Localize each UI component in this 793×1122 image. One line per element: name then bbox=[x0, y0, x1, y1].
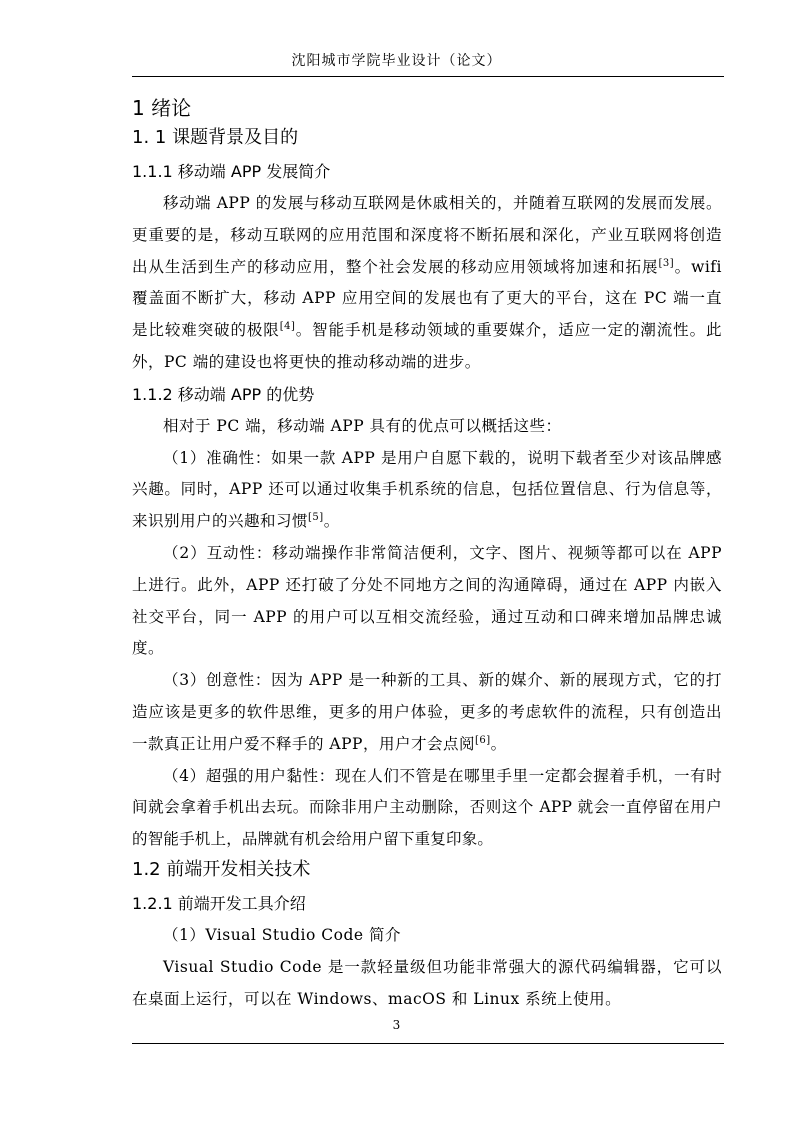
heading-section-1-2-1: 1.2.1 前端开发工具介绍 bbox=[132, 893, 306, 913]
page-body bbox=[132, 94, 722, 1015]
paragraph-accuracy bbox=[132, 443, 722, 538]
paragraph-interactivity: （2）互动性：移动端操作非常简洁便利，文字、图片、视频等都可以在 APP 上进行。此外，APP 还打破了分处不同地方之间的沟通障碍，通过在 APP 内嵌入社交平台，同一 APP 的用户可以互相交流经验，通过互动和口碑来增加品牌忠诚度。 bbox=[132, 543, 722, 658]
paragraph-advantages-intro: 相对于 PC 端，移动端 APP 具有的优点可以概括这些： bbox=[163, 416, 562, 435]
paragraph-text: 。 bbox=[490, 734, 507, 753]
heading-chapter-1: 1 绪论 bbox=[132, 96, 192, 120]
paragraph-vscode-description: Visual Studio Code 是一款轻量级但功能非常强大的源代码编辑器，它可以在桌面上运行，可以在 Windows、macOS 和 Linux 系统上使用。 bbox=[132, 957, 722, 1008]
paragraph-creativity bbox=[132, 665, 722, 760]
citation-ref: [3] bbox=[658, 257, 675, 269]
citation-ref: [4] bbox=[279, 321, 296, 333]
header-rule bbox=[132, 76, 724, 77]
paragraph-text: 。智能手机是移动领域的重要媒介，适应一定的潮流性。此外，PC 端的建设也将更快的推动移动端的进步。 bbox=[132, 321, 722, 371]
page-number: 3 bbox=[392, 1018, 401, 1032]
paragraph-text: （1）准确性：如果一款 APP 是用户自愿下载的，说明下载者至少对该品牌感兴趣。同时，APP 还可以通过收集手机系统的信息，包括位置信息、行为信息等，来识别用户的兴趣和习惯 bbox=[132, 448, 722, 531]
paragraph-text: 移动端 APP 的发展与移动互联网是休戚相关的，并随着互联网的发展而发展。更重要的是，移动互联网的应用范围和深度将不断拓展和深化，产业互联网将创造出从生活到生产的移动应用，整个社会发展的移动应用领域将加速和拓展 bbox=[132, 194, 722, 276]
paragraph-text: 。wifi 覆盖面不断扩大，移动 APP 应用空间的发展也有了更大的平台，这在 PC 端一直是比较难突破的极限 bbox=[132, 257, 722, 340]
heading-section-1-1: 1. 1 课题背景及目的 bbox=[132, 127, 299, 148]
heading-section-1-2: 1.2 前端开发相关技术 bbox=[132, 858, 311, 880]
paragraph-vscode-heading: （1）Visual Studio Code 简介 bbox=[163, 925, 401, 944]
running-header: 沈阳城市学院毕业设计（论文） bbox=[291, 53, 502, 69]
paragraph-app-development bbox=[132, 188, 722, 379]
paragraph-text: 。 bbox=[323, 512, 340, 531]
paragraph-text: （3）创意性：因为 APP 是一种新的工具、新的媒介、新的展现方式，它的打造应该是更多的软件思维，更多的用户体验，更多的考虑软件的流程，只有创造出一款真正让用户爱不释手的 APP，用户才会点阅 bbox=[132, 671, 722, 753]
heading-section-1-1-1: 1.1.1 移动端 APP 发展简介 bbox=[132, 162, 331, 181]
citation-ref: [5] bbox=[308, 512, 324, 524]
footer-rule bbox=[132, 1043, 724, 1044]
heading-section-1-1-2: 1.1.2 移动端 APP 的优势 bbox=[132, 384, 315, 404]
paragraph-user-stickiness: （4）超强的用户黏性：现在人们不管是在哪里手里一定都会握着手机，一有时间就会拿着手机出去玩。而除非用户主动删除，否则这个 APP 就会一直停留在用户的智能手机上，品牌就有机会给用户留下重复印象。 bbox=[132, 766, 722, 849]
citation-ref: [6] bbox=[474, 734, 491, 746]
